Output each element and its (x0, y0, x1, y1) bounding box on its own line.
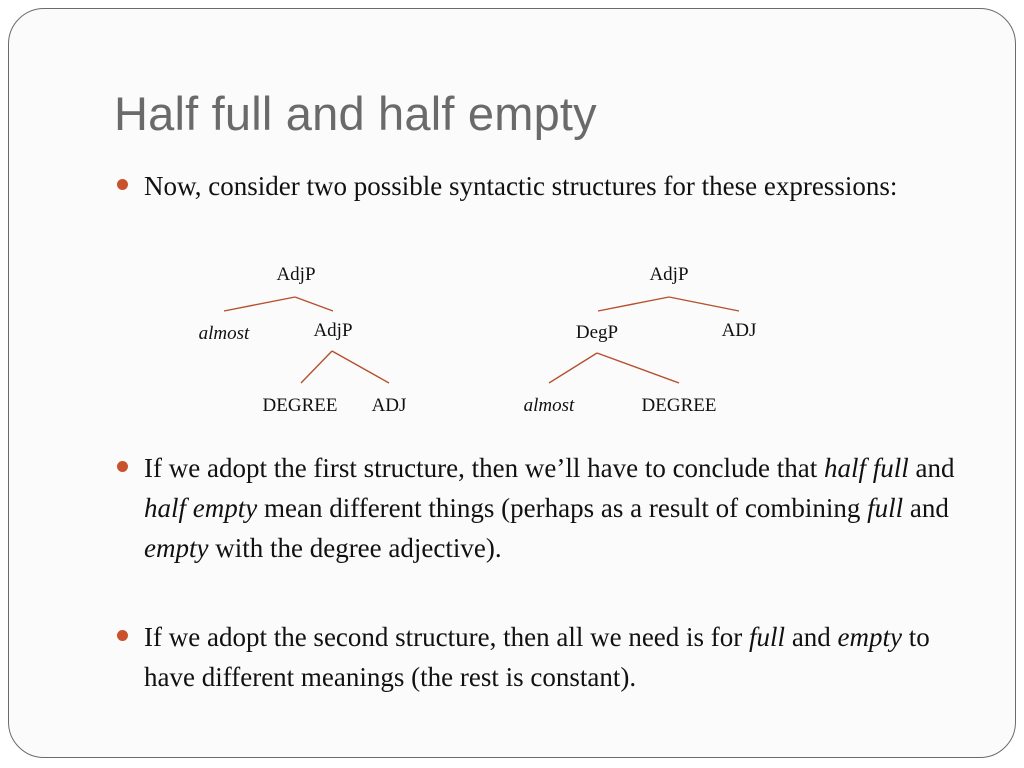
emphasized-term: empty (837, 622, 903, 652)
bullet-dot (117, 461, 128, 472)
bullet-intro (144, 166, 964, 206)
text-segment: and (785, 622, 838, 652)
emphasized-term: empty (144, 533, 209, 563)
bullet-first-structure (144, 448, 964, 568)
text-segment: to have different meanings (the rest is constant). (144, 622, 930, 692)
bullet-intro-text (144, 171, 897, 201)
emphasized-term: half full (824, 453, 909, 483)
tree-right-degree-label: DEGREE (641, 395, 717, 416)
tree-left-modifier-label: almost (198, 323, 250, 344)
text-segment: and (903, 493, 949, 523)
slide-title: Half full and half empty (114, 87, 597, 140)
bullet-first-structure-text (144, 453, 955, 563)
tree-right-inner-label: DegP (575, 322, 619, 343)
tree-left-adj-label: ADJ (371, 395, 407, 416)
text-segment: If we adopt the first structure, then we’ll have to conclude that (144, 453, 825, 483)
tree-left-degree-label: DEGREE (262, 395, 338, 416)
tree-left-inner-label: AdjP (313, 320, 353, 341)
bullet-dot (117, 179, 128, 190)
emphasized-term: half empty (144, 493, 258, 523)
text-segment: Now, consider two possible syntactic structures for these expressions: (144, 171, 898, 201)
bullet-second-structure-text (144, 622, 930, 692)
tree-left-root-label: AdjP (276, 264, 316, 285)
text-segment: and (908, 453, 955, 483)
text-segment: with the degree adjective). (208, 533, 502, 563)
text-segment: mean different things (perhaps as a result of combining (257, 493, 868, 523)
bullet-dot (117, 630, 128, 641)
tree-right-head-label: ADJ (721, 320, 757, 341)
tree-right-almost-label: almost (523, 395, 575, 416)
bullet-second-structure (144, 617, 964, 697)
text-segment: If we adopt the second structure, then all we need is for (144, 622, 750, 652)
emphasized-term: full (749, 622, 786, 652)
emphasized-term: full (867, 493, 904, 523)
tree-right-root-label: AdjP (649, 264, 689, 285)
